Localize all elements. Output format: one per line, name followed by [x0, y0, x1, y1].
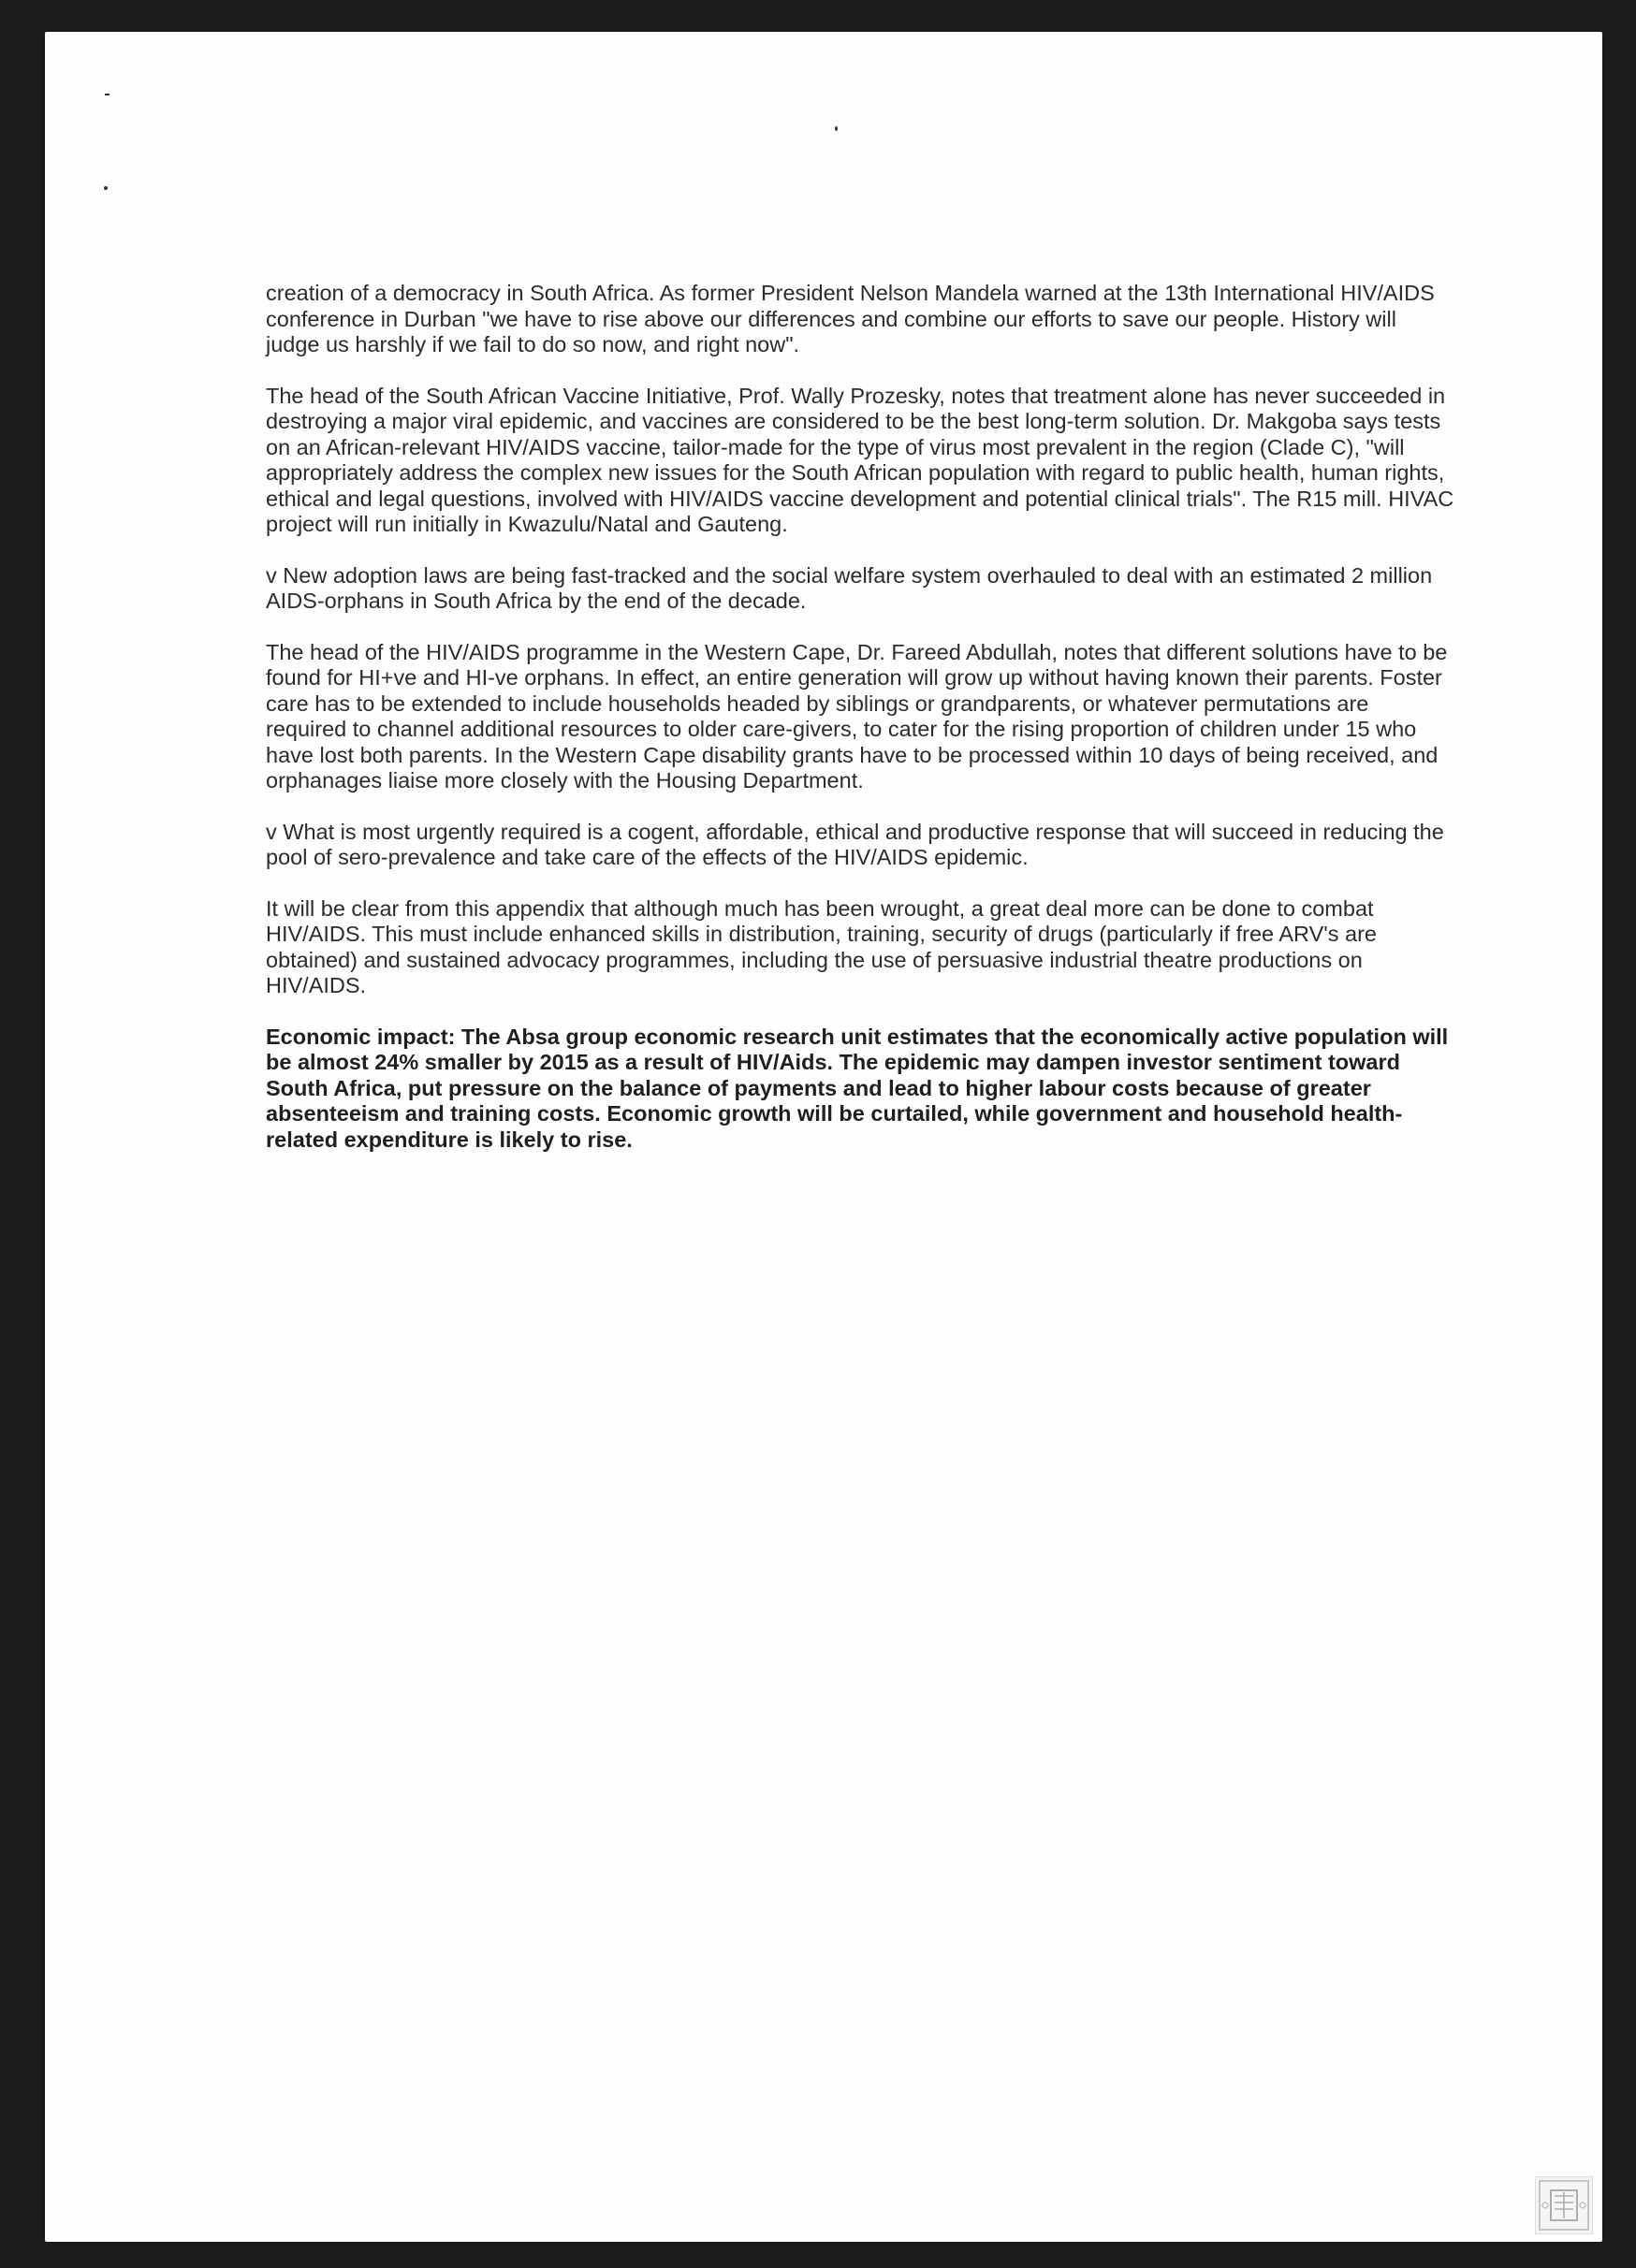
scan-speck [105, 94, 110, 95]
paragraph-mandela-quote: creation of a democracy in South Africa. As former President Nelson Mandela warned at the 13th International HIV/AIDS conference in Durban "we have to rise above our differences and combine our efforts to save our people. History will judge us harshly if we fail to do so now, and right now". [266, 281, 1435, 356]
scan-speck [104, 186, 108, 190]
paragraph-economic-impact: Economic impact: The Absa group economic research unit estimates that the economically active population will be almost 24% smaller by 2015 as a result of HIV/Aids. The epidemic may dampen investor sentiment toward South Africa, put pressure on the balance of payments and lead to higher labour costs because of greater absenteeism and training costs. Economic growth will be curtailed, while government and household health-related expenditure is likely to rise. [266, 1024, 1449, 1152]
document-page [45, 32, 1602, 2242]
crest-stamp-icon [1535, 2176, 1593, 2234]
paragraph-vaccine-initiative: The head of the South African Vaccine Initiative, Prof. Wally Prozesky, notes that treatment alone has never succeeded in destroying a major viral epidemic, and vaccines are considered to be the best long-term solution. Dr. Makgoba says tests on an African-relevant HIV/AIDS vaccine, tailor-made for the type of virus most prevalent in the region (Clade C), "will appropriately address the complex new issues for the South African population with regard to public health, human rights, ethical and legal questions, involved with HIV/AIDS vaccine development and potential clinical trials". The R15 mill. HIVAC project will run initially in Kwazulu/Natal and Gauteng. [266, 383, 1454, 536]
document-body [266, 281, 1454, 1178]
paragraph-orphans-programme: The head of the HIV/AIDS programme in the Western Cape, Dr. Fareed Abdullah, notes that different solutions have to be found for HI+ve and HI-ve orphans. In effect, an entire generation will grow up without having known their parents. Foster care has to be extended to include households headed by siblings or grandparents, or whatever permutations are required to channel additional resources to older care-givers, to cater for the rising proportion of children under 15 who have lost both parents. In the Western Cape disability grants have to be processed within 10 days of being received, and orphanages liaise more closely with the Housing Department. [266, 639, 1448, 792]
scan-speck [835, 126, 838, 131]
paragraph-appendix-conclusion: It will be clear from this appendix that although much has been wrought, a great deal more can be done to combat HIV/AIDS. This must include enhanced skills in distribution, training, security of drugs (particularly if free ARV's are obtained) and sustained advocacy programmes, including the use of persuasive industrial theatre productions on HIV/AIDS. [266, 895, 1377, 997]
paragraph-urgent-response: v What is most urgently required is a cogent, affordable, ethical and productive response that will succeed in reducing the pool of sero-prevalence and take care of the effects of the HIV/AIDS epidemic. [266, 819, 1444, 869]
paragraph-adoption-laws: v New adoption laws are being fast-tracked and the social welfare system overhauled to deal with an estimated 2 million AIDS-orphans in South Africa by the end of the decade. [266, 562, 1433, 613]
